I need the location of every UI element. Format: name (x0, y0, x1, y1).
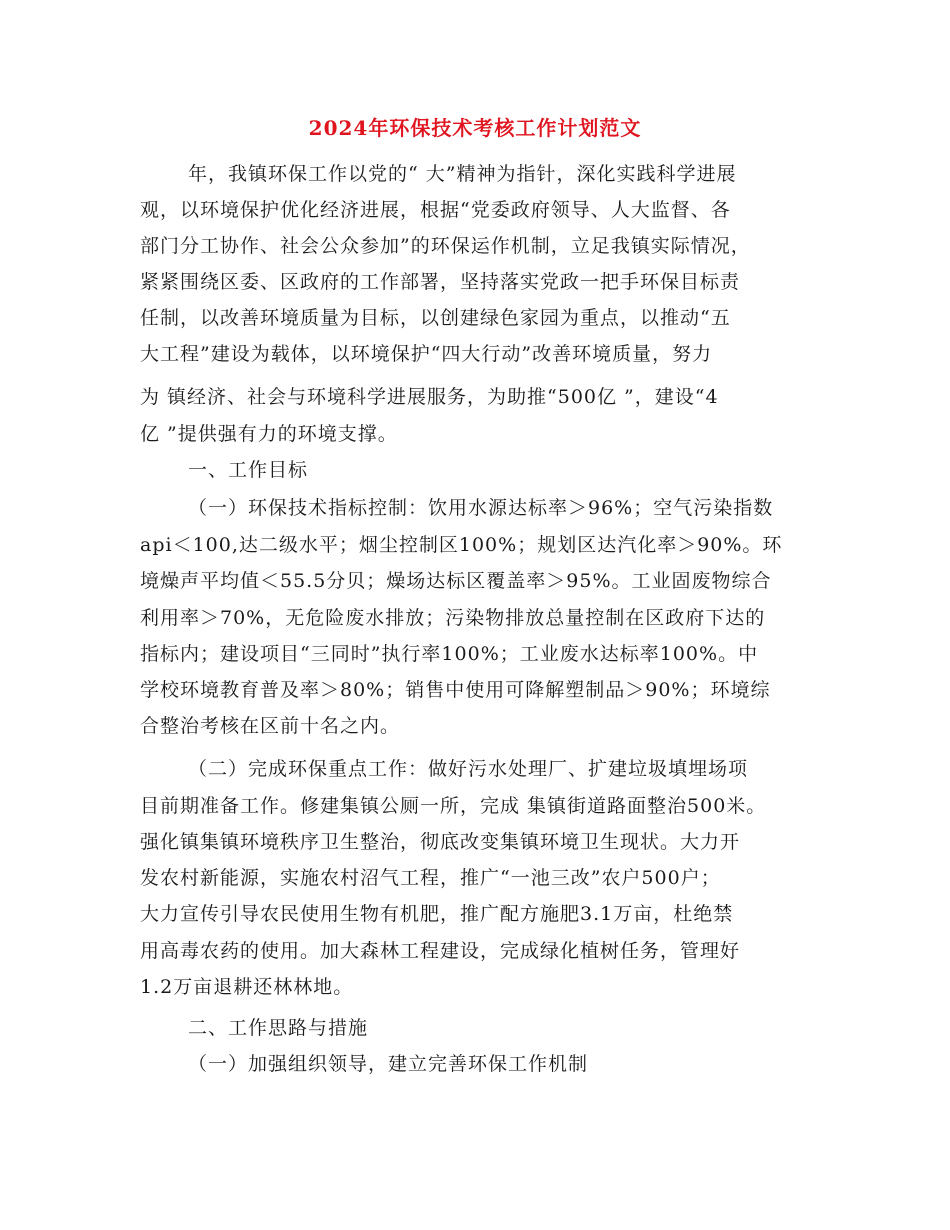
paragraph-line: 大力宣传引导农民使用生物有机肥，推广配方施肥3.1万亩，杜绝禁 (140, 903, 734, 925)
subsection-heading: （一）加强组织领导，建立完善环保工作机制 (188, 1053, 589, 1075)
paragraph-line: 大工程”建设为载体，以环境保护“四大行动”改善环境质量，努力 (140, 343, 713, 365)
paragraph-line: 用高毒农药的使用。加大森林工程建设，完成绿化植树任务，管理好 (140, 940, 741, 962)
paragraph-line: 紧紧围绕区委、区政府的工作部署，坚持落实党政一把手环保目标责 (140, 271, 741, 293)
paragraph-line: 指标内；建设项目“三同时”执行率100%；工业废水达标率100%。中 (140, 643, 759, 665)
paragraph-line: 为 镇经济、社会与环境科学进展服务，为助推“500亿 ”，建设“4 (140, 386, 719, 408)
paragraph-line: 境燥声平均值＜55.5分贝；燥场达标区覆盖率＞95%。工业固废物综合 (140, 570, 772, 592)
paragraph-line: 亿 ”提供强有力的环境支撑。 (140, 423, 398, 445)
paragraph-line: 利用率＞70%，无危险废水排放；污染物排放总量控制在区政府下达的 (140, 607, 766, 629)
paragraph-line: 发农村新能源，实施农村沼气工程，推广“一池三改”农户500户； (140, 867, 721, 889)
paragraph-line: 1.2万亩退耕还林林地。 (140, 976, 354, 998)
paragraph-line: 观，以环境保护优化经济进展，根据“党委政府领导、人大监督、各 (140, 199, 731, 221)
document-title: 2024年环保技术考核工作计划范文 (308, 116, 642, 140)
paragraph-line: 年，我镇环保工作以党的“ 大”精神为指针，深化实践科学进展 (188, 163, 737, 185)
paragraph-line: 强化镇集镇环境秩序卫生整治，彻底改变集镇环境卫生现状。大力开 (140, 831, 741, 853)
paragraph-line: 目前期准备工作。修建集镇公厕一所，完成 集镇街道路面整治500米。 (140, 795, 767, 817)
paragraph-line: 合整治考核在区前十名之内。 (140, 715, 401, 737)
paragraph-line: （二）完成环保重点工作：做好污水处理厂、扩建垃圾填埋场项 (188, 758, 749, 780)
paragraph-line: 部门分工协作、社会公众参加”的环保运作机制，立足我镇实际情况， (140, 235, 751, 257)
paragraph-line: （一）环保技术指标控制：饮用水源达标率＞96%；空气污染指数 (188, 497, 774, 519)
section-heading: 一、工作目标 (188, 459, 309, 481)
paragraph-line: 任制，以改善环境质量为目标，以创建绿色家园为重点，以推动“五 (140, 307, 731, 329)
paragraph-line: api＜100,达二级水平；烟尘控制区100%；规划区达汽化率＞90%。环 (140, 534, 783, 556)
section-heading: 二、工作思路与措施 (188, 1017, 369, 1039)
paragraph-line: 学校环境教育普及率＞80%；销售中使用可降解塑制品＞90%；环境综 (140, 679, 771, 701)
